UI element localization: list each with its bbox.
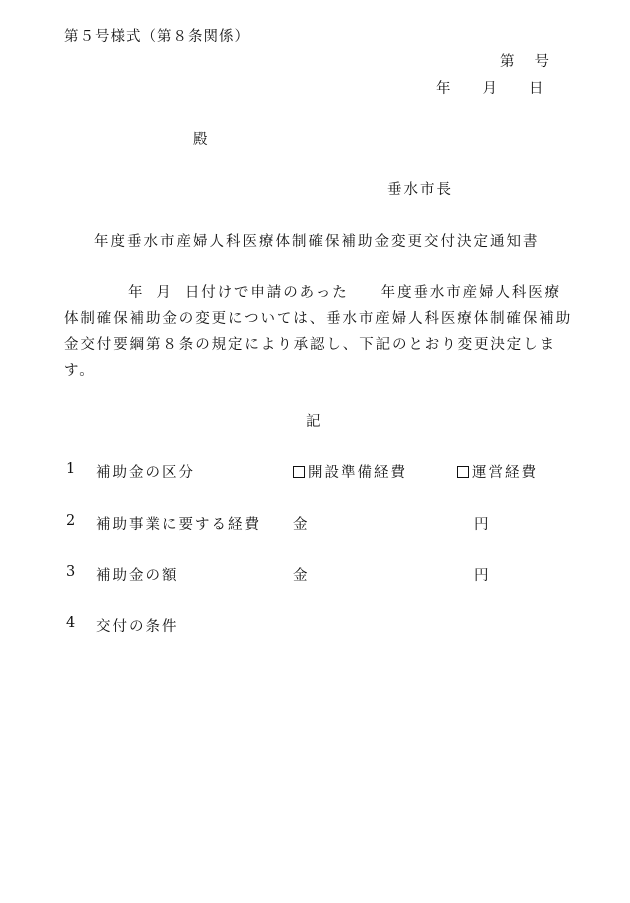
doc-number-suffix: 号 [534, 54, 551, 70]
option-setup-costs[interactable] [293, 461, 407, 482]
body-paragraph [64, 280, 574, 384]
form-number: 第５号様式（第８条関係） [64, 29, 250, 45]
amount-prefix: 金 [293, 517, 310, 533]
yen-suffix: 円 [474, 568, 491, 584]
option-label: 運営経費 [472, 465, 538, 481]
item-number: 1 [66, 461, 78, 477]
date-day: 日 [529, 81, 546, 97]
body-month: 月 [156, 285, 173, 301]
checkbox-icon[interactable] [293, 466, 305, 478]
item-row-1 [66, 461, 586, 481]
issue-date [436, 77, 546, 98]
checkbox-icon[interactable] [457, 466, 469, 478]
item-number: 2 [66, 513, 78, 529]
item-number: 4 [66, 615, 78, 631]
body-rest: 年度垂水市産婦人科医療体制確保補助金の変更については、垂水市産婦人科医療体制確保補助金交付要綱第８条の規定により承認し、下記のとおり変更決定します。 [64, 285, 573, 379]
body-day-phrase: 日付けで申請のあった [184, 285, 349, 301]
date-year: 年 [436, 81, 453, 97]
option-label: 開設準備経費 [308, 465, 407, 481]
body-year: 年 [128, 285, 145, 301]
option-operating-costs[interactable] [457, 461, 538, 482]
addressee: 殿 [193, 132, 210, 148]
date-month: 月 [482, 81, 499, 97]
item-label: 補助金の区分 [96, 465, 195, 481]
item-label: 補助事業に要する経費 [96, 517, 261, 533]
yen-suffix: 円 [474, 517, 491, 533]
document-title: 年度垂水市産婦人科医療体制確保補助金変更交付決定通知書 [94, 234, 540, 250]
item-row-3 [66, 564, 586, 584]
item-number: 3 [66, 564, 78, 580]
item-row-2 [66, 513, 586, 533]
amount-prefix: 金 [293, 568, 310, 584]
item-label: 補助金の額 [96, 568, 179, 584]
document-number [500, 50, 551, 71]
ki-heading: 記 [306, 414, 323, 430]
item-row-4 [66, 615, 586, 635]
item-label: 交付の条件 [96, 619, 179, 635]
sender: 垂水市長 [387, 182, 453, 198]
doc-number-prefix: 第 [500, 54, 517, 70]
